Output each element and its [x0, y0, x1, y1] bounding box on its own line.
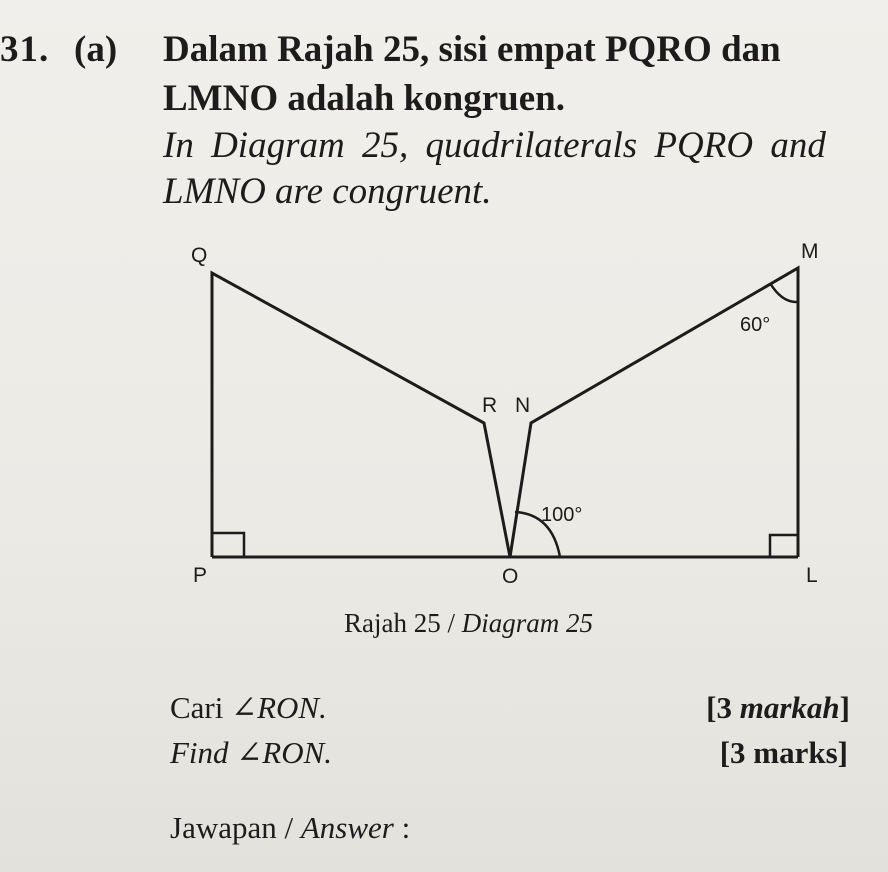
instruction-malay-angle: ∠RON.: [231, 690, 327, 725]
angle-arc-m: [770, 283, 798, 302]
answer-separator: /: [276, 810, 301, 845]
question-text-malay-line2: LMNO adalah kongruen.: [163, 78, 565, 119]
marks-english: [3 marks]: [719, 735, 848, 770]
vertex-label-q: Q: [191, 244, 208, 267]
answer-colon: :: [393, 810, 411, 845]
question-text-english-line1: In Diagram 25, quadrilaterals PQRO and: [163, 125, 826, 166]
marks-malay: [706, 690, 850, 726]
vertex-label-n: N: [515, 394, 531, 417]
right-angle-marker-l: [770, 535, 798, 557]
answer-malay: Jawapan: [170, 810, 277, 845]
marks-malay-close: ]: [839, 690, 850, 725]
vertex-label-p: P: [193, 564, 208, 587]
caption-malay: Rajah 25: [344, 608, 441, 638]
diagram-caption: [344, 608, 593, 639]
angle-label-m: 60°: [740, 314, 771, 336]
question-number: 31.: [0, 29, 50, 70]
question-part: (a): [74, 29, 118, 70]
instruction-english-angle: ∠RON.: [236, 735, 333, 770]
answer-english: Answer: [300, 810, 394, 845]
caption-separator: /: [440, 608, 462, 638]
instruction-malay: [170, 690, 327, 726]
caption-english: Diagram 25: [461, 608, 594, 638]
marks-malay-word: markah: [739, 690, 840, 725]
instruction-english: [170, 735, 332, 771]
vertex-label-o: O: [502, 565, 519, 588]
question-text-english-line2: LMNO are congruent.: [163, 171, 492, 212]
marks-malay-open: [3: [706, 690, 740, 725]
question-text-malay-line1: Dalam Rajah 25, sisi empat PQRO dan: [163, 29, 781, 70]
quadrilateral-pqro: [212, 273, 510, 557]
instruction-malay-verb: Cari: [170, 690, 224, 725]
right-angle-marker-p: [212, 533, 244, 557]
instruction-english-verb: Find: [170, 735, 229, 770]
vertex-label-r: R: [482, 394, 498, 417]
answer-label: [170, 810, 410, 846]
vertex-label-m: M: [801, 240, 819, 263]
vertex-label-l: L: [806, 564, 818, 587]
angle-label-o: 100°: [541, 504, 583, 526]
